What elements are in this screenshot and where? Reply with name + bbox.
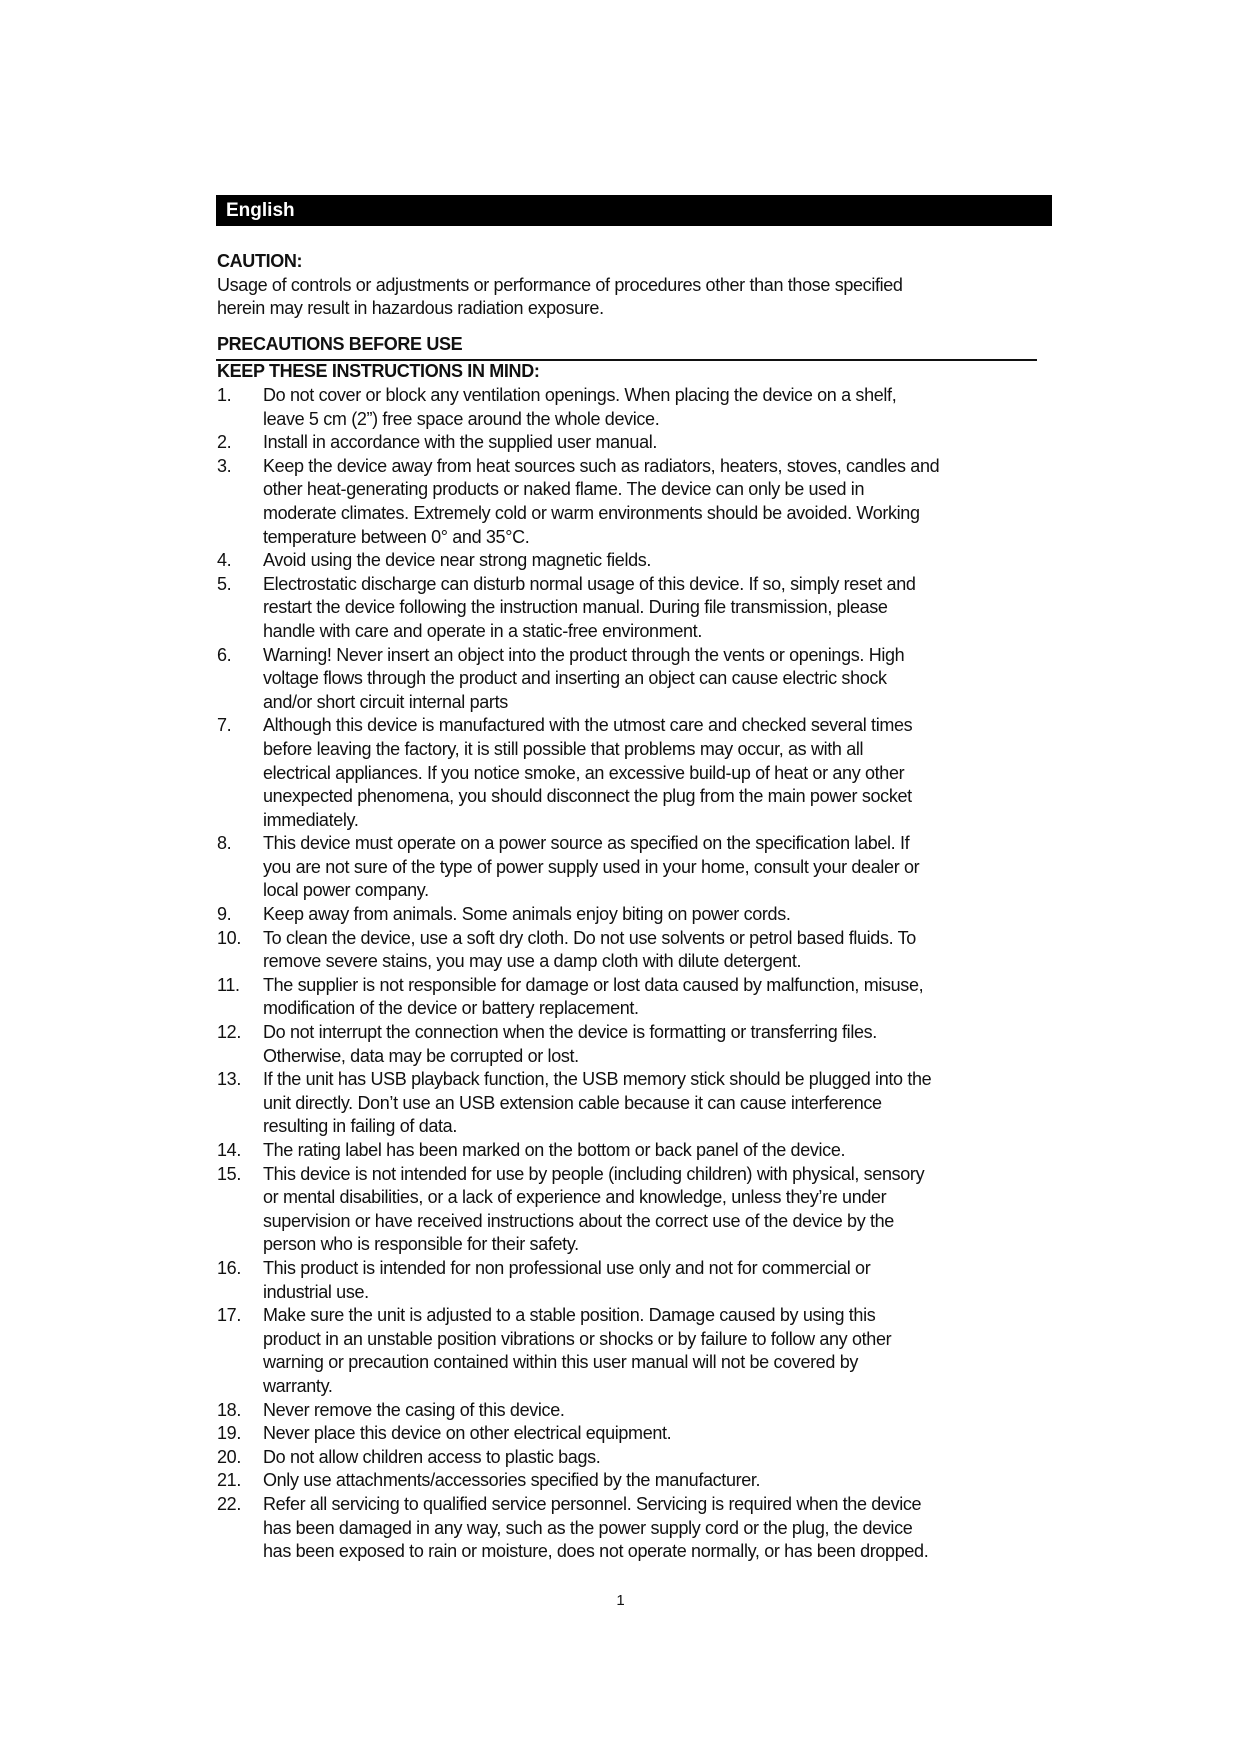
item-number: 19. bbox=[217, 1423, 241, 1444]
item-text-line: Install in accordance with the supplied user manual. bbox=[263, 432, 658, 453]
item-text-line: other heat-generating products or naked flame. The device can only be used in bbox=[263, 479, 865, 500]
list-item bbox=[217, 1446, 939, 1470]
item-text-line: you are not sure of the type of power supply used in your home, consult your dealer or bbox=[263, 856, 920, 877]
language-title: English bbox=[226, 200, 295, 221]
item-text-line: Avoid using the device near strong magnetic fields. bbox=[263, 550, 652, 571]
item-text-line: Otherwise, data may be corrupted or lost. bbox=[263, 1045, 579, 1066]
list-item bbox=[217, 974, 939, 1021]
item-text-line: immediately. bbox=[263, 809, 359, 830]
item-text-line: temperature between 0° and 35°C. bbox=[263, 526, 530, 547]
list-item bbox=[217, 1469, 939, 1493]
item-number: 15. bbox=[217, 1163, 241, 1184]
item-number: 1. bbox=[217, 385, 232, 405]
item-text-line: Only use attachments/accessories specified by the manufacturer. bbox=[263, 1470, 761, 1491]
item-text-line: Do not cover or block any ventilation openings. When placing the device on a shelf, bbox=[263, 385, 897, 405]
item-text-line: moderate climates. Extremely cold or warm environments should be avoided. Working bbox=[263, 502, 920, 523]
item-text-line: If the unit has USB playback function, the USB memory stick should be plugged into the bbox=[263, 1069, 932, 1090]
item-text-line: Never place this device on other electrical equipment. bbox=[263, 1423, 672, 1444]
item-text-line: local power company. bbox=[263, 880, 429, 901]
list-item bbox=[217, 1399, 939, 1423]
precautions-list bbox=[217, 384, 939, 1564]
list-item bbox=[217, 431, 939, 455]
item-text-line: voltage flows through the product and inserting an object can cause electric shock bbox=[263, 668, 887, 689]
item-text-line: has been damaged in any way, such as the power supply cord or the plug, the device bbox=[263, 1517, 913, 1538]
item-text-line: unit directly. Don’t use an USB extension cable because it can cause interference bbox=[263, 1092, 882, 1113]
item-text-line: before leaving the factory, it is still possible that problems may occur, as with all bbox=[263, 738, 864, 759]
language-header bbox=[216, 195, 1052, 226]
caution-heading: CAUTION: bbox=[217, 251, 303, 271]
item-text-line: remove severe stains, you may use a damp cloth with dilute detergent. bbox=[263, 951, 802, 972]
item-number: 10. bbox=[217, 927, 241, 948]
item-number: 11. bbox=[217, 974, 240, 995]
item-text-line: supervision or have received instructions about the correct use of the device by the bbox=[263, 1210, 894, 1231]
item-text-line: Never remove the casing of this device. bbox=[263, 1399, 565, 1420]
item-text-line: restart the device following the instruction manual. During file transmission, please bbox=[263, 597, 888, 618]
item-number: 12. bbox=[217, 1022, 241, 1043]
item-text-line: Keep the device away from heat sources such as radiators, heaters, stoves, candles and bbox=[263, 455, 940, 476]
item-text-line: Electrostatic discharge can disturb normal usage of this device. If so, simply reset and bbox=[263, 573, 916, 594]
list-item bbox=[217, 1068, 939, 1139]
list-item bbox=[217, 1257, 939, 1304]
list-item bbox=[217, 832, 939, 903]
list-item bbox=[217, 573, 939, 644]
item-text-line: The rating label has been marked on the bottom or back panel of the device. bbox=[263, 1140, 846, 1160]
item-text-line: Refer all servicing to qualified service personnel. Servicing is required when the device bbox=[263, 1493, 922, 1514]
item-number: 3. bbox=[217, 455, 232, 476]
item-number: 2. bbox=[217, 432, 232, 453]
item-number: 6. bbox=[217, 644, 232, 665]
page-number: 1 bbox=[616, 1592, 625, 1609]
item-text-line: warning or precaution contained within this user manual will not be covered by bbox=[263, 1352, 859, 1373]
item-text-line: This product is intended for non professional use only and not for commercial or bbox=[263, 1257, 871, 1278]
item-text-line: handle with care and operate in a static-free environment. bbox=[263, 620, 702, 641]
list-item bbox=[217, 1422, 939, 1446]
instructions-subheading: KEEP THESE INSTRUCTIONS IN MIND: bbox=[217, 361, 540, 381]
item-number: 9. bbox=[217, 904, 232, 925]
item-text-line: Make sure the unit is adjusted to a stable position. Damage caused by using this bbox=[263, 1305, 876, 1326]
item-text-line: Do not interrupt the connection when the device is formatting or transferring files. bbox=[263, 1022, 877, 1043]
item-text-line: Do not allow children access to plastic bags. bbox=[263, 1446, 601, 1467]
item-number: 7. bbox=[217, 715, 232, 736]
list-item bbox=[217, 903, 939, 927]
list-item bbox=[217, 549, 939, 573]
item-text-line: This device is not intended for use by people (including children) with physical, sensory bbox=[263, 1163, 925, 1184]
item-text-line: or mental disabilities, or a lack of experience and knowledge, unless they’re under bbox=[263, 1187, 887, 1208]
list-item bbox=[217, 1021, 939, 1068]
list-item bbox=[217, 714, 939, 832]
item-text-line: Warning! Never insert an object into the product through the vents or openings. High bbox=[263, 644, 905, 665]
item-number: 22. bbox=[217, 1493, 241, 1514]
item-text-line: resulting in failing of data. bbox=[263, 1116, 457, 1137]
item-number: 21. bbox=[217, 1470, 241, 1491]
item-text-line: person who is responsible for their safety. bbox=[263, 1234, 579, 1255]
item-number: 5. bbox=[217, 573, 232, 594]
item-text-line: To clean the device, use a soft dry cloth. Do not use solvents or petrol based fluids. To bbox=[263, 927, 916, 948]
list-item bbox=[217, 1493, 939, 1564]
item-text-line: The supplier is not responsible for damage or lost data caused by malfunction, misuse, bbox=[263, 974, 924, 995]
list-item bbox=[217, 1163, 939, 1257]
item-number: 16. bbox=[217, 1257, 241, 1278]
item-text-line: Keep away from animals. Some animals enjoy biting on power cords. bbox=[263, 904, 791, 925]
item-text-line: Although this device is manufactured with the utmost care and checked several times bbox=[263, 715, 913, 736]
item-number: 14. bbox=[217, 1140, 241, 1160]
list-item bbox=[217, 927, 939, 974]
list-item bbox=[217, 384, 939, 431]
item-text-line: product in an unstable position vibrations or shocks or by failure to follow any other bbox=[263, 1328, 892, 1349]
item-text-line: and/or short circuit internal parts bbox=[263, 691, 508, 712]
list-item bbox=[217, 1139, 939, 1163]
item-number: 20. bbox=[217, 1446, 241, 1467]
item-number: 13. bbox=[217, 1069, 241, 1090]
item-number: 4. bbox=[217, 550, 232, 571]
item-number: 17. bbox=[217, 1305, 241, 1326]
item-number: 8. bbox=[217, 833, 232, 854]
caution-text-line: herein may result in hazardous radiation exposure. bbox=[217, 298, 604, 318]
item-text-line: industrial use. bbox=[263, 1281, 369, 1302]
list-item bbox=[217, 1304, 939, 1398]
item-text-line: warranty. bbox=[263, 1375, 333, 1396]
list-item bbox=[217, 644, 939, 715]
item-text-line: has been exposed to rain or moisture, does not operate normally, or has been dropped. bbox=[263, 1541, 929, 1562]
item-text-line: This device must operate on a power source as specified on the specification label. If bbox=[263, 833, 910, 854]
item-text-line: electrical appliances. If you notice smoke, an excessive build-up of heat or any other bbox=[263, 762, 905, 783]
item-text-line: modification of the device or battery replacement. bbox=[263, 998, 639, 1019]
item-number: 18. bbox=[217, 1399, 241, 1420]
caution-text-line: Usage of controls or adjustments or performance of procedures other than those specified bbox=[217, 275, 903, 295]
list-item bbox=[217, 455, 939, 549]
precautions-heading: PRECAUTIONS BEFORE USE bbox=[217, 334, 463, 354]
item-text-line: leave 5 cm (2”) free space around the whole device. bbox=[263, 408, 660, 429]
item-text-line: unexpected phenomena, you should disconnect the plug from the main power socket bbox=[263, 786, 912, 807]
